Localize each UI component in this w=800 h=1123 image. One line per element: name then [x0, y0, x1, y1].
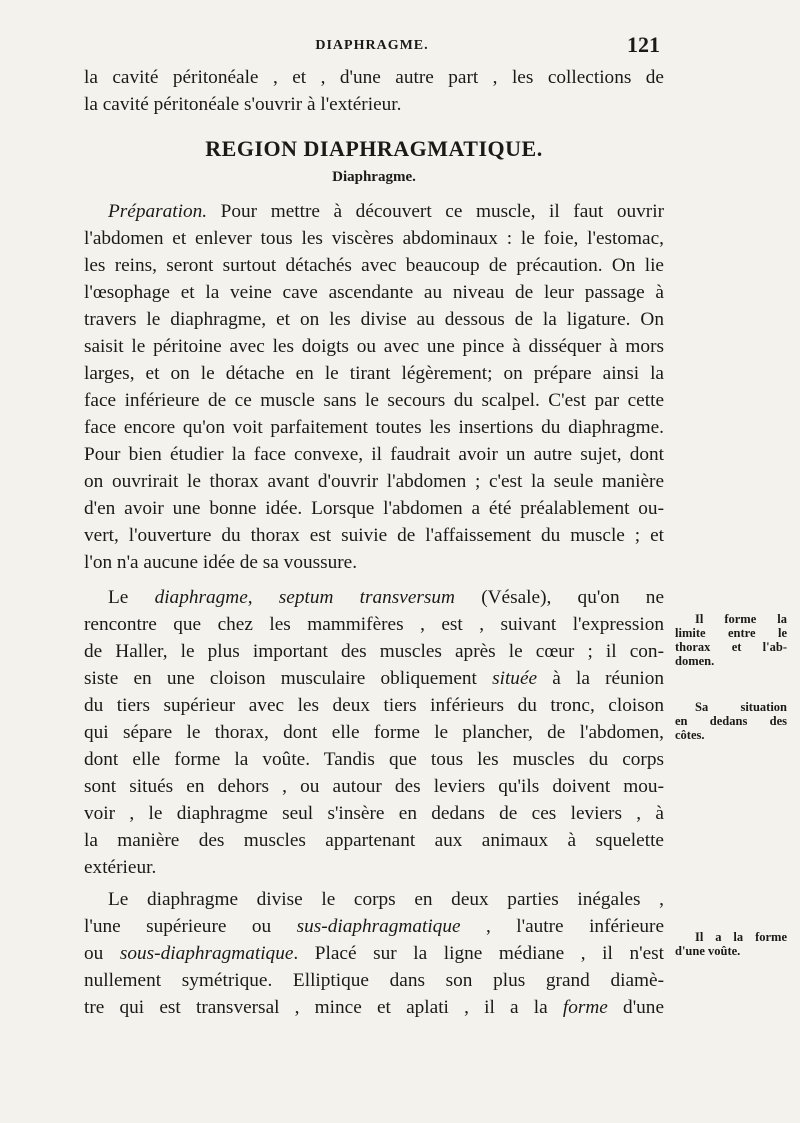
text-line: la cavité péritonéale , et , d'une autre part , les collections de	[84, 67, 664, 88]
running-head: DIAPHRAGME.	[315, 38, 429, 53]
text-line: la cavité péritonéale s'ouvrir à l'extérieur.	[84, 94, 402, 115]
text-line: l'on n'a aucune idée de sa voussure.	[84, 552, 358, 573]
text-line: Pour bien étudier la face convexe, il faudrait avoir un autre sujet, dont	[84, 444, 664, 465]
text-line: sont situés en dehors , ou autour des leviers qu'ils doivent mou-	[84, 776, 664, 797]
text-line: Préparation. Pour mettre à découvert ce muscle, il faut ouvrir	[108, 201, 664, 222]
text-line: larges, et on le détache en le tirant légèrement; on prépare ainsi la	[84, 363, 664, 384]
text-line: face encore qu'on voit parfaitement toutes les insertions du diaphragme.	[84, 417, 664, 438]
margin-note-situation: Sa situation en dedans des côtes.	[675, 700, 787, 742]
body-text	[84, 64, 664, 1021]
text-line: face inférieure de ce muscle sans le secours du scalpel. C'est par cette	[84, 390, 664, 411]
text-line: travers le diaphragme, et on les divise au dessous de la ligature. On	[84, 309, 664, 330]
text-line: du tiers supérieur avec les deux tiers inférieurs du tronc, cloison	[84, 695, 664, 716]
margin-note-vault: Il a la forme d'une voûte.	[675, 930, 787, 958]
text-line: qui sépare le thorax, dont elle forme le plancher, de l'abdomen,	[84, 722, 664, 743]
text-line: dont elle forme la voûte. Tandis que tous les muscles du corps	[84, 749, 664, 770]
text-line: Le diaphragme divise le corps en deux parties inégales ,	[108, 889, 664, 910]
text-line: vert, l'ouverture du thorax est suivie de l'affaissement du muscle ; et	[84, 525, 664, 546]
text-line: rencontre que chez les mammifères , est , suivant l'expression	[84, 614, 664, 635]
preparation-lead: Préparation.	[108, 201, 208, 222]
text-line: tre qui est transversal , mince et aplati , il a la forme d'une	[84, 997, 664, 1018]
section-title: REGION DIAPHRAGMATIQUE.	[205, 136, 543, 161]
text-line: l'abdomen et enlever tous les viscères abdominaux : le foie, l'estomac,	[84, 228, 664, 249]
text-line: siste en une cloison musculaire obliquement située à la réunion	[84, 668, 664, 689]
text-line: Le diaphragme, septum transversum (Vésale), qu'on ne	[108, 587, 664, 608]
text-line: on ouvrirait le thorax avant d'ouvrir l'abdomen ; c'est la seule manière	[84, 471, 664, 492]
text-line: voir , le diaphragme seul s'insère en dedans de ces leviers , à	[84, 803, 664, 824]
page-header	[84, 32, 660, 60]
text-line: extérieur.	[84, 857, 157, 878]
text-line: les reins, seront surtout détachés avec beaucoup de précaution. On lie	[84, 255, 664, 276]
text-line: l'œsophage et la veine cave ascendante au niveau de leur passage à	[84, 282, 664, 303]
text-line: ou sous-diaphragmatique. Placé sur la ligne médiane , il n'est	[84, 943, 664, 964]
page-number: 121	[627, 32, 660, 57]
text-line: d'en avoir une bonne idée. Lorsque l'abdomen a été préalablement ou-	[84, 498, 664, 519]
margin-note-limit: Il forme la limite entre le thorax et l'ab- domen.	[675, 612, 787, 668]
text-line: la manière des muscles appartenant aux animaux à squelette	[84, 830, 664, 851]
text-line: l'une supérieure ou sus-diaphragmatique , l'autre inférieure	[84, 916, 664, 937]
text-line: nullement symétrique. Elliptique dans son plus grand diamè-	[84, 970, 664, 991]
text-line: saisit le péritoine avec les doigts ou avec une pince à disséquer à mors	[84, 336, 664, 357]
text-line: de Haller, le plus important des muscles après le cœur ; il con-	[84, 641, 664, 662]
section-subtitle: Diaphragme.	[332, 169, 416, 185]
